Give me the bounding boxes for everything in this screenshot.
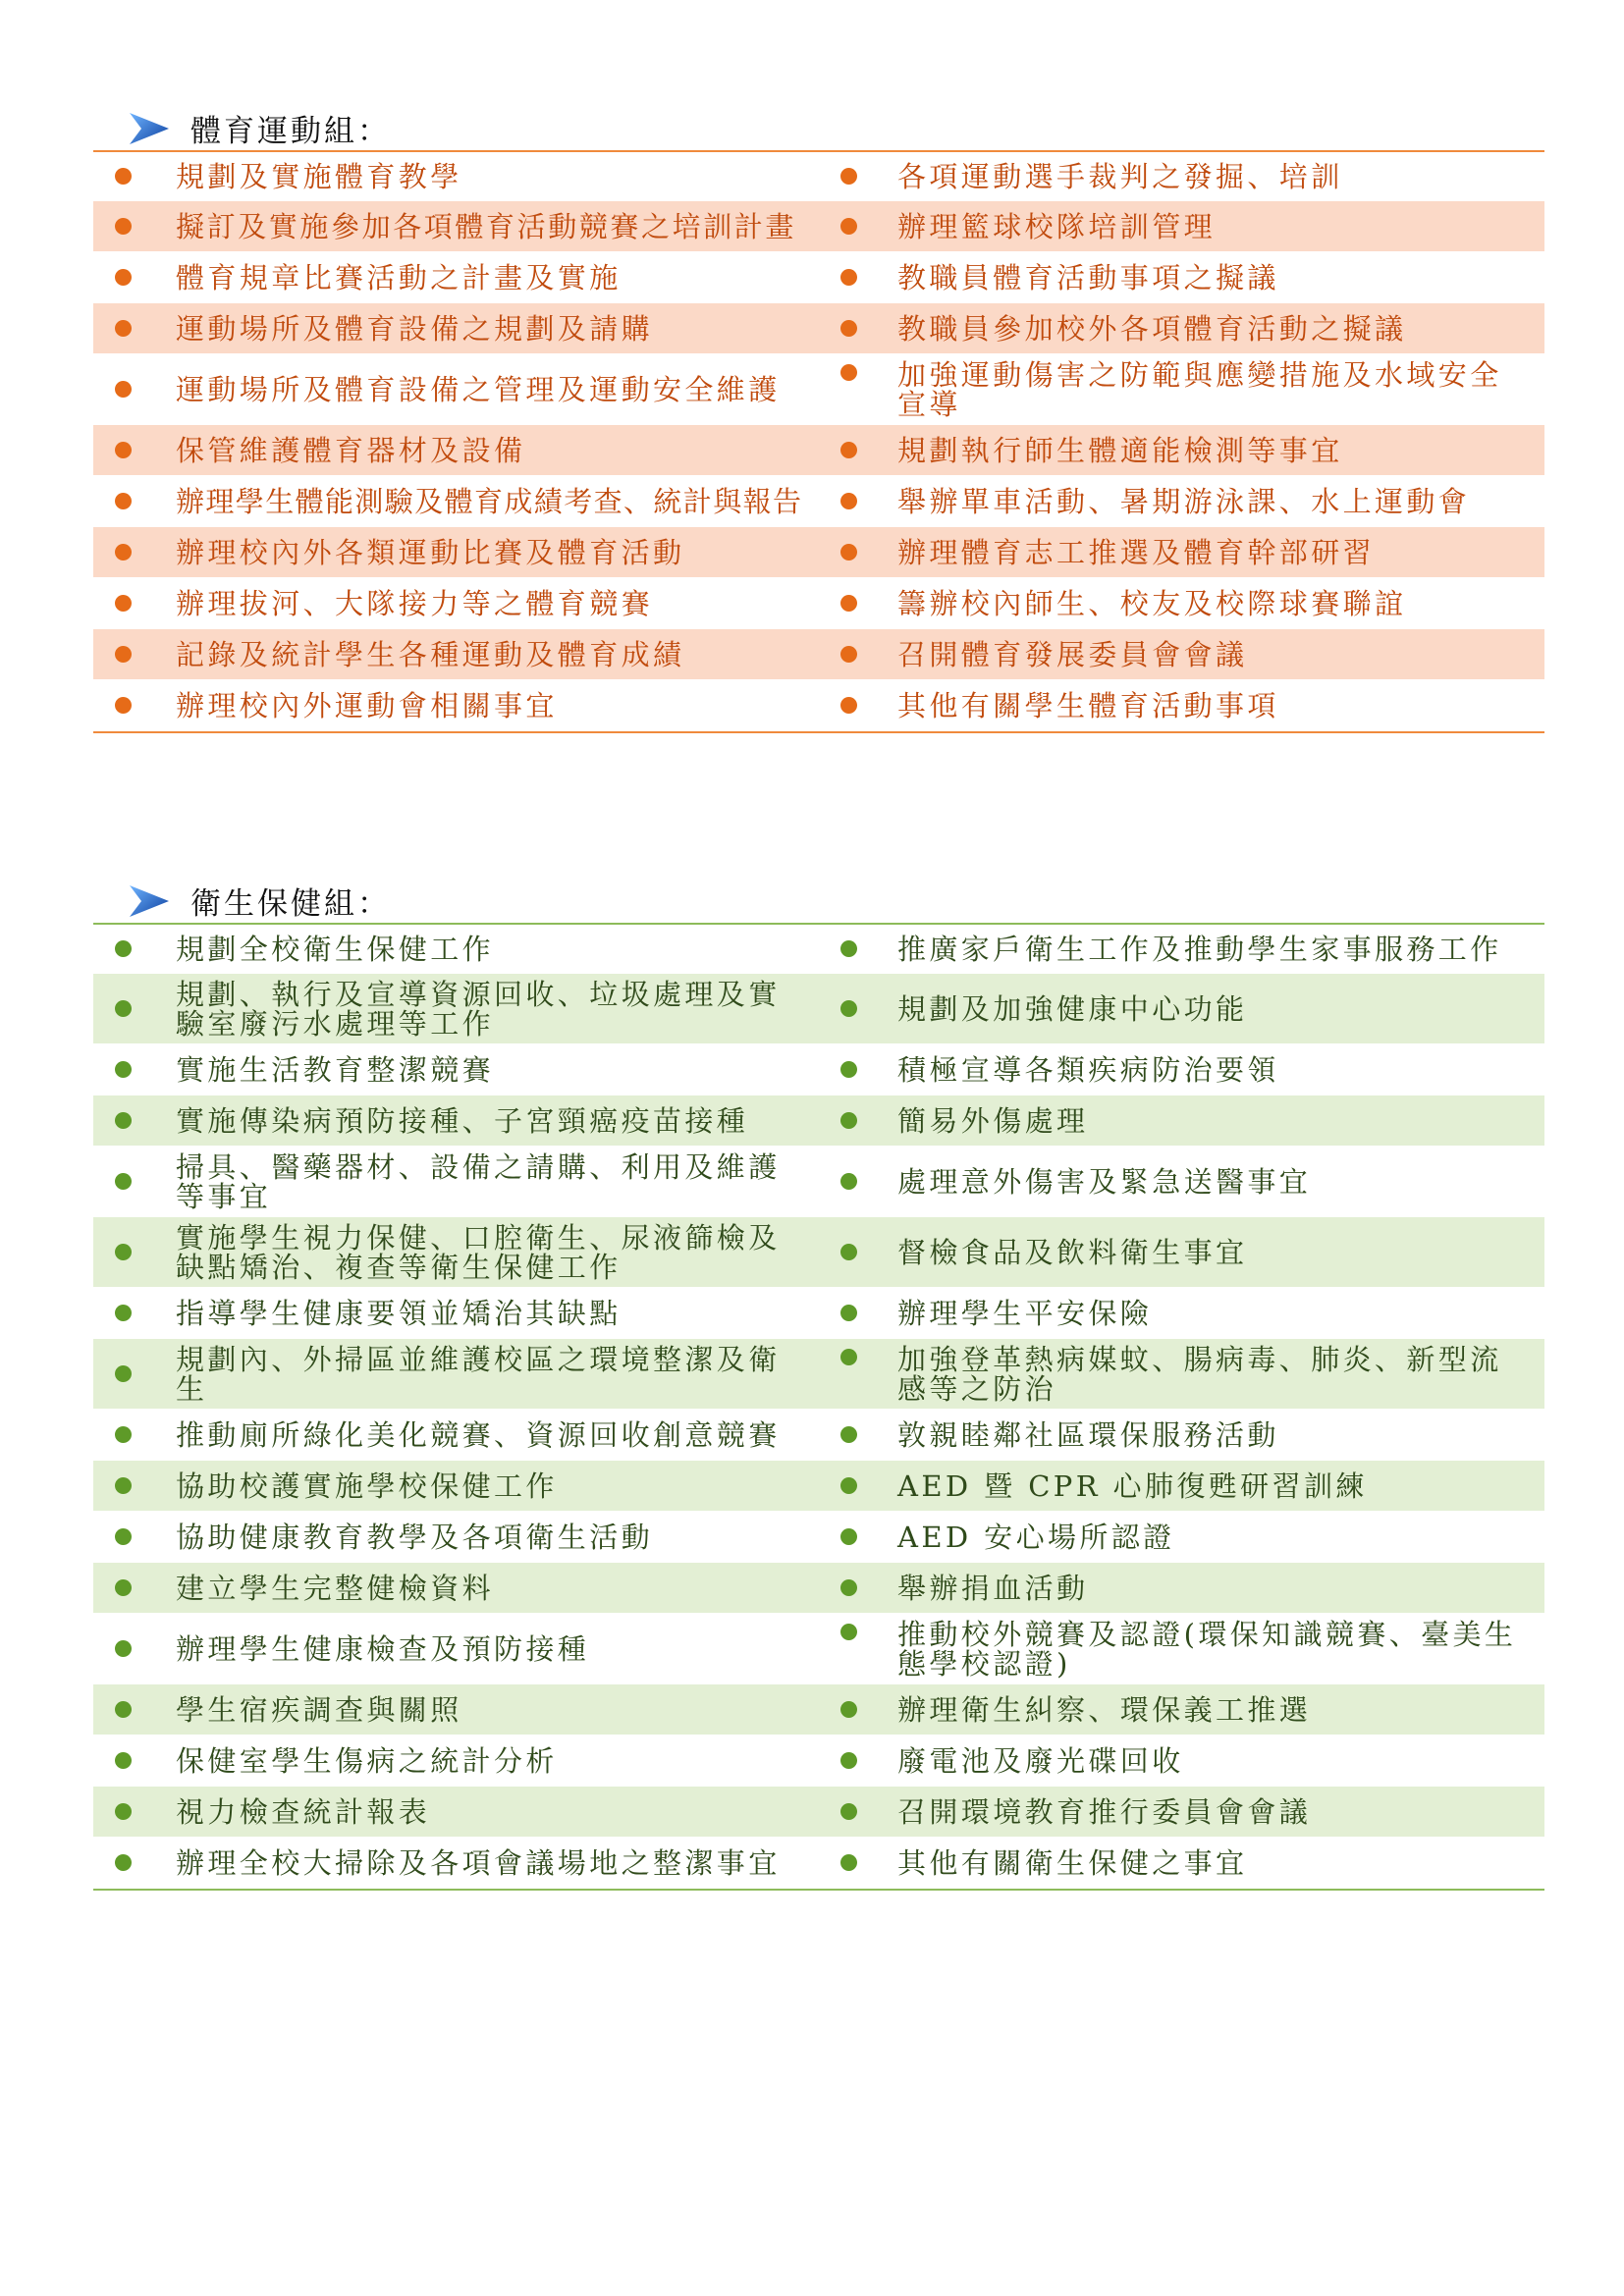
table-row <box>93 1339 1544 1410</box>
bullet-icon <box>115 1061 132 1078</box>
bullet-icon <box>115 320 132 337</box>
bullet-icon <box>840 1173 857 1190</box>
list-item <box>819 1838 1544 1888</box>
bullet-icon <box>115 269 132 286</box>
table-row <box>93 680 1544 731</box>
bullet-icon <box>840 1477 857 1494</box>
table-row <box>93 201 1544 252</box>
list-item <box>93 152 819 200</box>
list-item-text: 辦理衛生糾察、環保義工推選 <box>897 1692 1312 1727</box>
sports-section-header <box>93 106 1544 150</box>
bullet-icon <box>840 595 857 612</box>
health-duty-table <box>93 923 1544 1891</box>
bullet-icon <box>115 646 132 663</box>
table-row <box>93 1838 1544 1889</box>
list-item <box>93 1735 819 1786</box>
list-item <box>93 476 819 526</box>
list-item-text: 辦理學生健康檢查及預防接種 <box>176 1631 590 1666</box>
table-row <box>93 1461 1544 1512</box>
list-item-text: 其他有關衛生保健之事宜 <box>897 1845 1248 1880</box>
bullet-icon <box>115 168 132 185</box>
list-item-text: 召開體育發展委員會會議 <box>897 637 1248 671</box>
list-item <box>93 1095 819 1146</box>
list-item-text: 積極宣導各類疾病防治要領 <box>897 1052 1279 1087</box>
table-row <box>93 1614 1544 1684</box>
bullet-icon <box>840 1000 857 1017</box>
list-item <box>93 1512 819 1562</box>
bullet-icon <box>115 1854 132 1871</box>
bullet-icon <box>840 1426 857 1443</box>
list-item-text: 規劃及加強健康中心功能 <box>897 991 1248 1026</box>
list-item <box>819 1217 1544 1287</box>
list-item <box>819 1339 1544 1409</box>
list-item-text: 推廣家戶衛生工作及推動學生家事服務工作 <box>897 932 1502 966</box>
table-row <box>93 974 1544 1044</box>
sports-section <box>93 106 1544 733</box>
list-item-text: 學生宿疾調查與關照 <box>176 1692 462 1727</box>
list-item-text: 建立學生完整健檢資料 <box>176 1571 495 1605</box>
bullet-icon <box>115 1365 132 1382</box>
bullet-icon <box>115 1528 132 1545</box>
bullet-icon <box>840 1061 857 1078</box>
list-item-text: 記錄及統計學生各種運動及體育成績 <box>176 637 685 671</box>
list-item <box>93 1787 819 1837</box>
list-item <box>93 1838 819 1888</box>
sports-duty-table <box>93 150 1544 733</box>
list-item-text: 保健室學生傷病之統計分析 <box>176 1743 558 1778</box>
list-item-text: 體育規章比賽活動之計畫及實施 <box>176 260 622 294</box>
table-row <box>93 425 1544 476</box>
sports-section-title: 體育運動組： <box>190 114 391 149</box>
arrow-icon <box>128 111 171 146</box>
list-item-text: 規劃執行師生體適能檢測等事宜 <box>897 433 1343 467</box>
list-item <box>93 680 819 730</box>
bullet-icon <box>115 381 132 398</box>
list-item <box>819 1787 1544 1837</box>
list-item <box>819 527 1544 577</box>
list-item <box>93 1410 819 1460</box>
table-row <box>93 1044 1544 1095</box>
bullet-icon <box>115 1803 132 1820</box>
bullet-icon <box>115 1244 132 1260</box>
bullet-icon <box>840 1854 857 1871</box>
bullet-icon <box>840 1112 857 1129</box>
list-item <box>819 1147 1544 1216</box>
list-item-text: 協助校護實施學校保健工作 <box>176 1468 558 1503</box>
table-row <box>93 1787 1544 1838</box>
list-item-text: 推動廁所綠化美化競賽、資源回收創意競賽 <box>176 1417 781 1452</box>
list-item-text: 協助健康教育教學及各項衛生活動 <box>176 1520 654 1554</box>
arrow-icon <box>128 883 171 919</box>
table-row <box>93 1217 1544 1288</box>
list-item-text: 各項運動選手裁判之發掘、培訓 <box>897 159 1343 193</box>
list-item <box>819 1288 1544 1338</box>
list-item-text: 敦親睦鄰社區環保服務活動 <box>897 1417 1279 1452</box>
list-item-text: 實施傳染病預防接種、子宮頸癌疫苗接種 <box>176 1103 749 1138</box>
bullet-icon <box>115 1000 132 1017</box>
list-item <box>819 629 1544 679</box>
bullet-icon <box>840 364 857 381</box>
list-item <box>93 354 819 424</box>
list-item-text: 教職員體育活動事項之擬議 <box>897 260 1279 294</box>
bullet-icon <box>115 1701 132 1718</box>
list-item-text: 規劃全校衛生保健工作 <box>176 932 495 966</box>
list-item-text: 舉辦捐血活動 <box>897 1571 1089 1605</box>
list-item <box>93 1147 819 1216</box>
list-item <box>819 152 1544 200</box>
table-row <box>93 1563 1544 1614</box>
bullet-icon <box>840 1803 857 1820</box>
list-item <box>93 1461 819 1511</box>
list-item-text: 辦理體育志工推選及體育幹部研習 <box>897 535 1376 569</box>
list-item <box>93 201 819 251</box>
list-item-text: 辦理全校大掃除及各項會議場地之整潔事宜 <box>176 1845 781 1880</box>
list-item <box>819 1735 1544 1786</box>
bullet-icon <box>840 1244 857 1260</box>
list-item <box>93 925 819 973</box>
bullet-icon <box>115 940 132 957</box>
list-item-text: 廢電池及廢光碟回收 <box>897 1743 1184 1778</box>
list-item <box>819 1044 1544 1095</box>
bullet-icon <box>115 595 132 612</box>
bullet-icon <box>115 442 132 458</box>
list-item <box>93 425 819 475</box>
table-row <box>93 1095 1544 1147</box>
list-item <box>819 578 1544 628</box>
table-row <box>93 629 1544 680</box>
table-row <box>93 925 1544 974</box>
health-section-header <box>93 879 1544 923</box>
table-row <box>93 1147 1544 1217</box>
list-item-text: 處理意外傷害及緊急送醫事宜 <box>897 1164 1312 1199</box>
bullet-icon <box>840 1624 857 1640</box>
health-section <box>93 879 1544 1891</box>
bullet-icon <box>840 1349 857 1365</box>
list-item <box>819 1512 1544 1562</box>
list-item-text: 召開環境教育推行委員會會議 <box>897 1794 1312 1829</box>
table-row <box>93 476 1544 527</box>
list-item-text: 辦理學生體能測驗及體育成績考查、統計與報告 <box>176 484 803 518</box>
bullet-icon <box>840 1305 857 1321</box>
bullet-icon <box>840 320 857 337</box>
list-item-text: 指導學生健康要領並矯治其缺點 <box>176 1296 622 1330</box>
bullet-icon <box>115 1112 132 1129</box>
list-item <box>93 1044 819 1095</box>
table-row <box>93 354 1544 425</box>
bullet-icon <box>840 1701 857 1718</box>
list-item <box>819 1614 1544 1683</box>
table-row <box>93 1288 1544 1339</box>
bullet-icon <box>115 697 132 714</box>
bullet-icon <box>840 1528 857 1545</box>
list-item-text: 督檢食品及飲料衛生事宜 <box>897 1235 1248 1269</box>
list-item-text: 規劃內、外掃區並維護校區之環境整潔及衛生 <box>176 1342 781 1406</box>
list-item-text: 辦理校內外運動會相關事宜 <box>176 688 558 722</box>
list-item <box>819 925 1544 973</box>
list-item-text: 規劃及實施體育教學 <box>176 159 462 193</box>
list-item <box>93 1684 819 1735</box>
list-item <box>93 1563 819 1613</box>
bullet-icon <box>840 940 857 957</box>
bullet-icon <box>840 544 857 561</box>
list-item <box>93 252 819 302</box>
list-item <box>93 1288 819 1338</box>
list-item-text: 辦理校內外各類運動比賽及體育活動 <box>176 535 685 569</box>
list-item-text: 教職員參加校外各項體育活動之擬議 <box>897 311 1407 346</box>
bullet-icon <box>115 1305 132 1321</box>
list-item-text: 視力檢查統計報表 <box>176 1794 431 1829</box>
list-item-text: AED 安心場所認證 <box>897 1520 1175 1554</box>
list-item <box>93 578 819 628</box>
list-item-text: 推動校外競賽及認證(環保知識競賽、臺美生態學校認證) <box>897 1617 1517 1681</box>
bullet-icon <box>115 1173 132 1190</box>
bullet-icon <box>115 1640 132 1657</box>
list-item-text: 掃具、醫藥器材、設備之請購、利用及維護等事宜 <box>176 1149 781 1213</box>
table-row <box>93 1512 1544 1563</box>
bullet-icon <box>840 1579 857 1596</box>
list-item <box>819 1684 1544 1735</box>
list-item <box>819 1410 1544 1460</box>
list-item <box>819 303 1544 353</box>
table-row <box>93 578 1544 629</box>
list-item <box>93 1339 819 1409</box>
table-row <box>93 527 1544 578</box>
list-item-text: 運動場所及體育設備之規劃及請購 <box>176 311 654 346</box>
list-item <box>93 527 819 577</box>
bullet-icon <box>840 168 857 185</box>
list-item <box>819 201 1544 251</box>
list-item-text: 舉辦單車活動、暑期游泳課、水上運動會 <box>897 484 1471 518</box>
list-item <box>819 974 1544 1043</box>
bullet-icon <box>840 218 857 235</box>
bullet-icon <box>840 646 857 663</box>
list-item <box>819 425 1544 475</box>
list-item-text: 加強運動傷害之防範與應變措施及水域安全宣導 <box>897 357 1502 421</box>
list-item <box>93 1614 819 1683</box>
bullet-icon <box>115 544 132 561</box>
list-item <box>819 680 1544 730</box>
bullet-icon <box>115 1752 132 1769</box>
list-item-text: AED 暨 CPR 心肺復甦研習訓練 <box>897 1468 1368 1503</box>
list-item-text: 實施學生視力保健、口腔衛生、尿液篩檢及缺點矯治、複查等衛生保健工作 <box>176 1220 781 1284</box>
list-item-text: 擬訂及實施參加各項體育活動競賽之培訓計畫 <box>176 209 797 243</box>
list-item <box>819 1095 1544 1146</box>
list-item <box>819 354 1544 424</box>
list-item-text: 其他有關學生體育活動事項 <box>897 688 1279 722</box>
bullet-icon <box>840 1752 857 1769</box>
list-item <box>93 303 819 353</box>
bullet-icon <box>840 697 857 714</box>
list-item-text: 辦理籃球校隊培訓管理 <box>897 209 1217 243</box>
table-row <box>93 252 1544 303</box>
bullet-icon <box>115 218 132 235</box>
list-item <box>819 1461 1544 1511</box>
bullet-icon <box>115 493 132 509</box>
health-section-title: 衛生保健組： <box>190 886 391 922</box>
list-item <box>819 476 1544 526</box>
list-item-text: 籌辦校內師生、校友及校際球賽聯誼 <box>897 586 1407 620</box>
list-item <box>93 629 819 679</box>
list-item <box>819 1563 1544 1613</box>
list-item-text: 運動場所及體育設備之管理及運動安全維護 <box>176 372 781 406</box>
list-item-text: 辦理拔河、大隊接力等之體育競賽 <box>176 586 654 620</box>
list-item <box>93 1217 819 1287</box>
list-item-text: 實施生活教育整潔競賽 <box>176 1052 495 1087</box>
table-row <box>93 1735 1544 1787</box>
bullet-icon <box>115 1579 132 1596</box>
bullet-icon <box>840 493 857 509</box>
bullet-icon <box>840 442 857 458</box>
list-item-text: 保管維護體育器材及設備 <box>176 433 526 467</box>
table-row <box>93 1410 1544 1461</box>
bullet-icon <box>115 1477 132 1494</box>
list-item-text: 辦理學生平安保險 <box>897 1296 1153 1330</box>
list-item-text: 簡易外傷處理 <box>897 1103 1089 1138</box>
bullet-icon <box>840 269 857 286</box>
list-item-text: 規劃、執行及宣導資源回收、垃圾處理及實驗室廢污水處理等工作 <box>176 977 781 1041</box>
list-item <box>819 252 1544 302</box>
table-row <box>93 303 1544 354</box>
list-item-text: 加強登革熱病媒蚊、腸病毒、肺炎、新型流感等之防治 <box>897 1342 1502 1406</box>
bullet-icon <box>115 1426 132 1443</box>
list-item <box>93 974 819 1043</box>
table-row <box>93 152 1544 201</box>
table-row <box>93 1684 1544 1735</box>
